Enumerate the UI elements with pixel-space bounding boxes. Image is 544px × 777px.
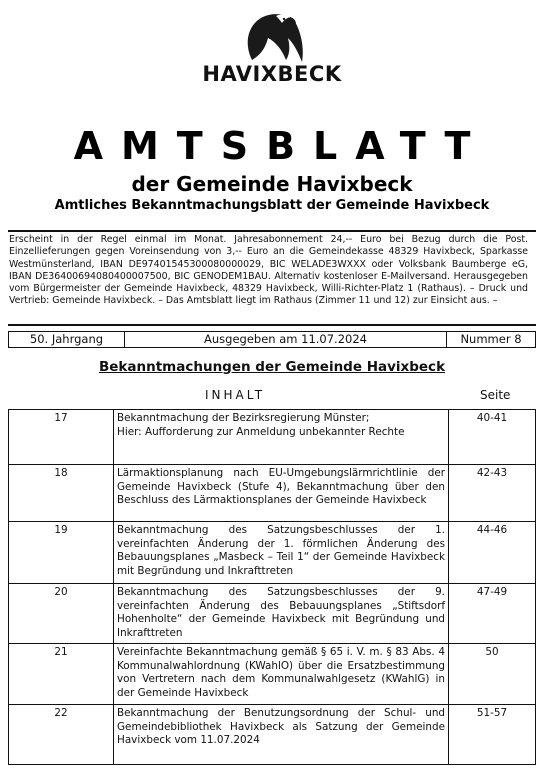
toc-entry-title: Bekanntmachung der Benutzungsordnung der Schul- und Gemeindebibliothek Havixbeck als Satzung der Gemeinde Havixbeck vom 11.07.2024 [114,705,449,765]
table-row [9,465,536,522]
toc-heading: INHALT [205,388,266,402]
toc-entry-pages: 47-49 [449,584,536,644]
table-row [9,644,536,705]
municipal-logo [0,8,544,86]
toc-entry-number: 21 [9,644,114,705]
toc-page-heading: Seite [480,388,511,402]
toc-table [8,409,536,765]
table-row [9,705,536,765]
toc-entry-number: 19 [9,522,114,584]
toc-entry-number: 18 [9,465,114,522]
page-title: AMTSBLATT [73,124,489,168]
toc-entry-pages: 50 [449,644,536,705]
toc-entry-title: Bekanntmachung des Satzungsbeschlusses der 1. vereinfachten Änderung der 1. förmlichen Änderung des Bebauungsplanes „Masbeck – Teil 1“ der Gemeinde Havixbeck mit Begründung und Inkrafttreten [114,522,449,584]
toc-entry-number: 22 [9,705,114,765]
toc-entry-title: Vereinfachte Bekanntmachung gemäß § 65 i. V. m. § 83 Abs. 4 Kommunalwahlordnung (KWahlO) über die Ersatzbestimmung von Vertretern nach dem Kommunalwahlgesetz (KWahlG) in der Gemeinde Havixbeck [114,644,449,705]
issue-info-row [8,331,536,348]
issue-number: Nummer 8 [460,332,522,346]
divider-bottom [8,324,536,326]
toc-entry-pages: 44-46 [449,522,536,584]
toc-entry-number: 17 [9,410,114,465]
divider-top [8,230,536,232]
table-row [9,522,536,584]
toc-entry-pages: 40-41 [449,410,536,465]
toc-entry-title: Lärmaktionsplanung nach EU-Umgebungslärmrichtlinie der Gemeinde Havixbeck (Stufe 4), Bekanntmachung über den Beschluss des Lärmaktionsplanes der Gemeinde Havixbeck [114,465,449,522]
toc-entry-title: Bekanntmachung des Satzungsbeschlusses der 9. vereinfachten Änderung des Bebauungsplanes „Stiftsdorf Hohenholte“ der Gemeinde Havixbeck mit Begründung und Inkrafttreten [114,584,449,644]
issue-date: Ausgegeben am 11.07.2024 [125,332,447,347]
logo-wordmark: HAVIXBECK [202,62,342,86]
eagle-icon [232,8,312,64]
toc-entry-title: Bekanntmachung der Bezirksregierung Münster; Hier: Aufforderung zur Anmeldung unbekannter Rechte [114,410,449,465]
table-row [9,584,536,644]
section-heading: Bekanntmachungen der Gemeinde Havixbeck [98,359,446,375]
toc-entry-number: 20 [9,584,114,644]
page-subtitle: der Gemeinde Havixbeck [131,172,413,196]
imprint-text: Erscheint in der Regel einmal im Monat. Jahresabonnement 24,-- Euro bei Bezug durch die Post. Einzellieferungen gegen Voreinsendung von 3,-- Euro an die Gemeindekasse 48329 Havixbeck, Sparkasse Westmünsterland, IBAN DE97401545300080000029, BIC WELADE3WXXX oder Volksbank Baumberge eG, IBAN DE36400694080400007500, BIC GENODEM1BAU. Alternativ kostenloser E-Mailversand. Herausgegeben vom Bürgermeister der Gemeinde Havixbeck, 48329 Havixbeck, Willi-Richter-Platz 1 (Rathaus). – Druck und Vertrieb: Gemeinde Havixbeck. – Das Amtsblatt liegt im Rathaus (Zimmer 11 und 12) zur Einsicht aus. – [9,234,528,307]
toc-entry-pages: 51-57 [449,705,536,765]
issue-volume: 50. Jahrgang [9,332,125,347]
table-row [9,410,536,465]
toc-entry-pages: 42-43 [449,465,536,522]
page-tagline: Amtliches Bekanntmachungsblatt der Gemeinde Havixbeck [54,198,490,213]
